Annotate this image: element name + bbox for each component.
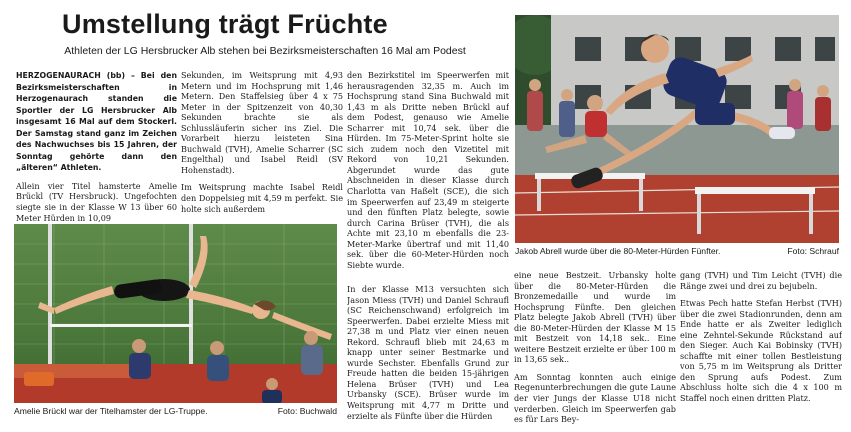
paragraph: Sekunden, im Weitsprung mit 4,93 Metern und im Hochsprung mit 1,46 Metern. Den Staffelsieg über 4 x 75 Meter in der Spitzenzeit von 40,30 Sekunden brachte sie als Schlussläuferin sicher ins Ziel. Die Vorarbeit hierzu leisteten Sina Buchwald (TVH), Amelie Scharrer (SC Engelthal) und Isabel Reidl (SV Hohenstadt).: [181, 70, 343, 175]
paragraph: Etwas Pech hatte Stefan Herbst (TVH) über die zwei Stadionrunden, denn am Ende hatte er als Zweiter lediglich eine Zehntel-Sekunde Rückstand auf den Sieger. Auch Kai Bobinsky (TVH) schaffte mit einer tollen Bestleistung von 5,75 m im Weitsprung als Dritter den Sprung aufs Podest. Zum Abschluss holte sich die 4 x 100 m Staffel noch einen dritten Platz.: [680, 298, 842, 404]
paragraph: den Bezirkstitel im Speerwerfen mit herausragenden 32,35 m. Auch im Hochsprung stand Sina Buchwald mit 1,43 m als Dritte neben Brückl auf dem Podest, genauso wie Amelie Scharrer mit 10,74 sek. über die Hürden. Im 75-Meter-Sprint holte sie sich zudem noch den Vizetitel mit Rekord von 10,21 Sekunden. Abgerundet wurde das gute Abschneiden in dieser Klasse durch Charlotta van Haßelt (SCE), die sich im Speerwerfen auf 23,49 m steigerte und den fünften Platz belegte, sowie durch Carina Brüser (TVH), die als Achte mit 23,10 m ebenfalls die 23-Meter-Marke übertraf und mit 11,40 sek. über die 60-Meter-Hürden noch Siebte wurde.: [347, 70, 509, 270]
text-column-4: [514, 270, 676, 426]
paragraph: eine neue Bestzeit. Urbansky holte über die 80-Meter-Hürden die Bronzemedaille und wurde im Hochsprung Fünfte. Den gleichen Platz belegte Jakob Abrell (TVH) über die 80-Meter-Hürden der Klasse M 15 mit Bestzeit von 14,18 sek.. Eine weitere Bestzeit erzielte er über 100 m in 13,65 sek..: [514, 270, 676, 365]
photo-high-jump: [14, 224, 337, 403]
text-column-5: [680, 270, 842, 426]
photo-hurdles: [515, 15, 839, 243]
text-column-3: [347, 70, 509, 276]
subheadline: Athleten der LG Hersbrucker Alb stehen bei Bezirksmeisterschaften 16 Mal am Podest: [64, 45, 466, 57]
text-column-2: [181, 70, 343, 220]
text-column-3-continued: [347, 284, 509, 424]
text-column-1: [16, 70, 177, 250]
dateline: HERZOGENAURACH (bb) –: [16, 71, 135, 80]
photo-left-credit: Foto: Buchwald: [277, 406, 337, 416]
hurdles-photo-image: [515, 15, 839, 243]
paragraph: gang (TVH) und Tim Leicht (TVH) die Ränge zwei und drei zu bejubeln.: [680, 270, 842, 291]
lead-paragraph: [16, 70, 177, 174]
high-jump-photo-image: [14, 224, 337, 403]
paragraph: In der Klasse M13 versuchten sich Jason Miess (TVH) und Daniel Schraufl (SC Reichenschwand) erfolgreich im Speerwerfen. Dabei erzielte Miess mit 27,38 m und Platz vier einen neuen Rekord. Schraufl blieb mit 24,63 m knapp unter seiner Bestmarke und wurde Sechster. Ebenfalls Grund zur Freude hatten die beiden 15-jährigen Helena Brüser (TVH) und Lea Urbansky (SCE). Brüser wurde im Weitsprung mit 4,77 m Dritte und erzielte als Fünfte über die Hürden: [347, 284, 509, 421]
paragraph: Allein vier Titel hamsterte Amelie Brückl (TV Hersbruck). Ungefochten siegte sie in der Klasse W 13 über 60 Meter Hürden in 10,09: [16, 180, 177, 223]
paragraph: Im Weitsprung machte Isabel Reidl den Doppelsieg mit 4,59 m perfekt. Sie holte sich außerdem: [181, 182, 343, 214]
photo-left-caption: Amelie Brückl war der Titelhamster der LG-Truppe.: [14, 406, 208, 416]
lead-text: Bei den Bezirksmeisterschaften in Herzogenaurach standen die Sportler der LG Hersbrucker Alb insgesamt 16 Mal auf dem Stockerl. Der Samstag stand ganz im Zeichen des Nachwuchses bis 15 Jahren, der Sonntag gehörte dann den „älteren“ Athleten.: [16, 71, 177, 173]
headline: Umstellung trägt Früchte: [62, 9, 388, 39]
photo-right-caption: Jakob Abrell wurde über die 80-Meter-Hürden Fünfter.: [515, 246, 721, 256]
photo-right-credit: Foto: Schrauf: [787, 246, 839, 256]
paragraph: Am Sonntag konnten auch einige Regenunterbrechungen die gute Laune der vier Jungs der Klasse U18 nicht verderben. Gleich im Speerwerfen gab es für Lars Bey-: [514, 371, 676, 425]
